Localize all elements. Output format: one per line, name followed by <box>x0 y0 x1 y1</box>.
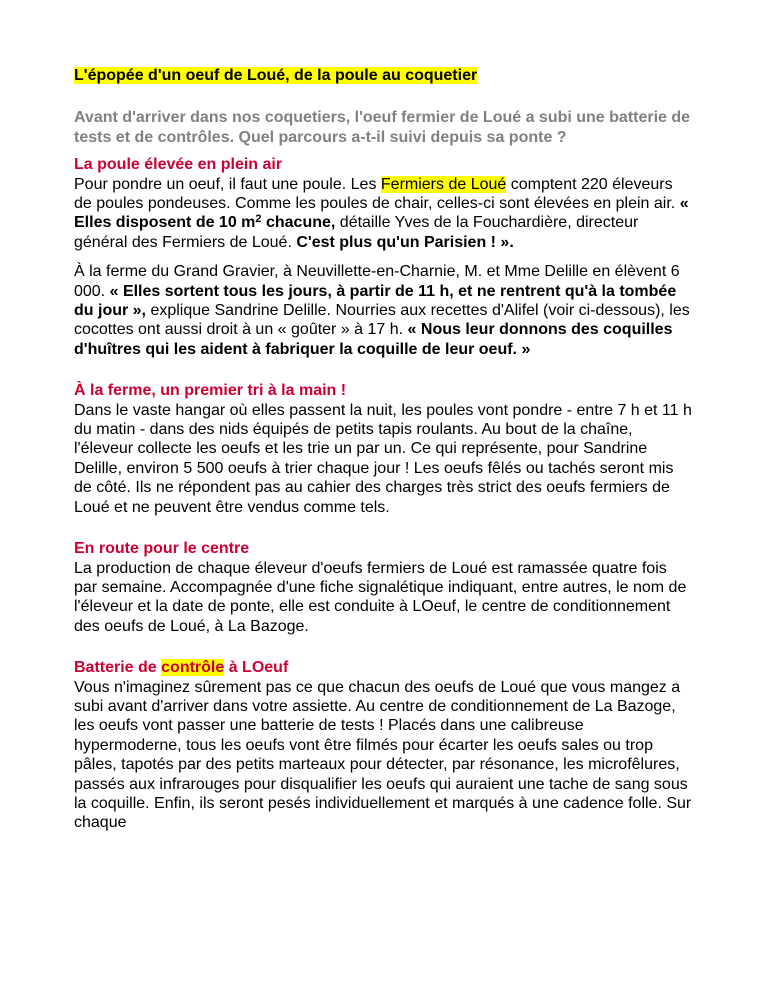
section-route <box>74 539 694 636</box>
text-run: comptent 220 éleveurs de poules pondeuses. Comme les poules de chair, celles-ci sont élevées en plein air. <box>74 175 680 212</box>
quote-text: chacune, <box>261 214 336 232</box>
text-run: Pour pondre un oeuf, il faut une poule. Les <box>74 175 381 193</box>
section-heading-controle <box>74 658 694 677</box>
section-ferme <box>74 381 694 517</box>
paragraph-route: La production de chaque éleveur d'oeufs fermiers de Loué est ramassée quatre fois par semaine. Accompagnée d'une fiche signalétique indiquant, entre autres, le nom de l'éleveur et la date de ponte, elle est conduite à LOeuf, le centre de conditionnement des oeufs de Loué, à La Bazoge. <box>74 559 687 635</box>
paragraph-poule-1 <box>74 175 694 253</box>
text-run: À la ferme du Grand Gravier, à Neuvillette-en-Charnie, M. et Mme Delille en élèvent 6 000. <box>74 263 680 300</box>
quote-text: « Elles disposent de 10 m <box>74 195 689 232</box>
quote-run: C'est plus qu'un Parisien ! ». <box>296 233 514 251</box>
section-controle <box>74 658 694 833</box>
highlight-fermiers: Fermiers de Loué <box>380 175 507 193</box>
section-heading-ferme: À la ferme, un premier tri à la main ! <box>74 382 347 400</box>
quote-run: « Nous leur donnons des coquilles d'huîtres qui les aident à fabriquer la coquille de leur oeuf. » <box>74 321 673 358</box>
section-poule <box>74 155 694 359</box>
paragraph-poule-2 <box>74 262 694 359</box>
superscript: 2 <box>255 213 262 226</box>
title-highlight: L'épopée d'un oeuf de Loué, de la poule au coquetier <box>74 67 478 84</box>
text-run: explique Sandrine Delille. Nourries aux recettes d'Alifel (voir ci-dessous), les cocottes ont aussi droit à un « goûter » à 17 h. <box>74 302 690 339</box>
quote-run: « Elles sortent tous les jours, à partir de 11 h, et ne rentrent qu'à la tombée du jour », <box>74 282 677 320</box>
section-heading-route: En route pour le centre <box>74 540 250 558</box>
paragraph-controle: Vous n'imaginez sûrement pas ce que chacun des oeufs de Loué que vous mangez a subi avant d'arriver dans votre assiette. Au centre de conditionnement de La Bazoge, les oeufs vont passer une batterie de tests ! Placés dans une calibreuse hypermoderne, tous les oeufs vont être filmés pour écarter les oeufs sales ou trop pâles, tapotés par des petits marteaux pour détecter, par résonance, les microfêlures, passés aux infrarouges pour disqualifier les oeufs qui auraient une tache de sang sous la coquille. Enfin, ils seront pesés individuellement et marqués à une cadence folle. Sur chaque <box>74 678 692 832</box>
heading-text: Batterie de <box>74 659 162 677</box>
heading-text: à LOeuf <box>224 659 289 677</box>
document-title <box>74 66 694 86</box>
highlight-controle: contrôle <box>161 659 225 677</box>
section-heading-poule: La poule élevée en plein air <box>74 156 283 174</box>
intro-paragraph: Avant d'arriver dans nos coquetiers, l'oeuf fermier de Loué a subi une batterie de tests et de contrôles. Quel parcours a-t-il suivi depuis sa ponte ? <box>74 109 691 146</box>
paragraph-ferme: Dans le vaste hangar où elles passent la nuit, les poules vont pondre - entre 7 h et 11 h du matin - dans des nids équipés de petits tapis roulants. Au bout de la chaîne, l'éleveur collecte les oeufs et les trie un par un. Ce qui représente, pour Sandrine Delille, environ 5 500 oeufs à trier chaque jour ! Les oeufs fêlés ou tachés seront mis de côté. Ils ne répondent pas au cahier des charges très strict des oeufs fermiers de Loué et ne peuvent être vendus comme tels. <box>74 401 692 516</box>
text-run: détaille Yves de la Fouchardière, directeur général des Fermiers de Loué. <box>74 214 639 251</box>
